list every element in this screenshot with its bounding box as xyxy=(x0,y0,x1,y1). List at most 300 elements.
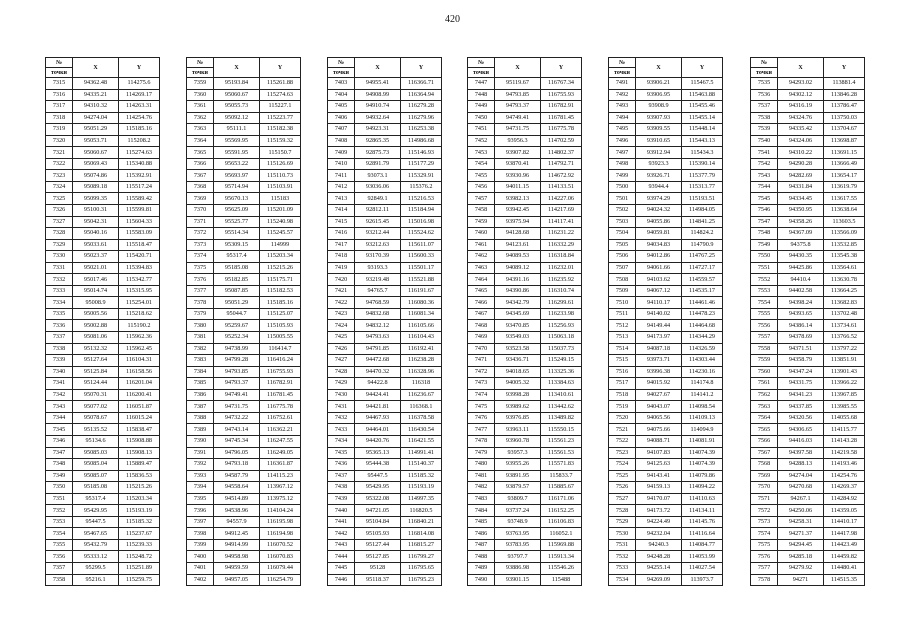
point-number-cell: 7485 xyxy=(468,516,495,528)
x-coordinate-cell: 94335.21 xyxy=(73,89,119,101)
y-coordinate-cell: 116430.54 xyxy=(401,424,442,436)
y-coordinate-cell: 115240.98 xyxy=(260,216,301,228)
table-row xyxy=(46,147,160,159)
point-number-cell: 7518 xyxy=(609,389,636,401)
x-coordinate-cell: 95053.71 xyxy=(73,135,119,147)
point-number-cell: 7369 xyxy=(187,193,214,205)
table-row xyxy=(328,124,442,136)
point-number-cell: 7393 xyxy=(187,470,214,482)
y-coordinate-cell: 116194.98 xyxy=(260,528,301,540)
y-coordinate-cell: 113682.83 xyxy=(824,297,865,309)
x-coordinate-cell: 95040.16 xyxy=(73,228,119,240)
table-row xyxy=(46,332,160,344)
table-row xyxy=(46,285,160,297)
table-row xyxy=(468,308,582,320)
table-row xyxy=(751,112,865,124)
point-number-cell: 7390 xyxy=(187,435,214,447)
x-coordinate-cell: 94743.14 xyxy=(214,424,260,436)
y-coordinate-cell: 115517.24 xyxy=(119,181,160,193)
table-row xyxy=(328,170,442,182)
point-number-cell: 7476 xyxy=(468,412,495,424)
table-row xyxy=(468,112,582,124)
x-coordinate-cell: 94248.28 xyxy=(636,551,682,563)
y-coordinate-cell: 115140.37 xyxy=(401,459,442,471)
x-coordinate-cell: 93906.21 xyxy=(636,78,682,90)
point-number-cell: 7342 xyxy=(46,389,73,401)
y-coordinate-cell: 114141.2 xyxy=(682,389,723,401)
point-number-cell: 7472 xyxy=(468,366,495,378)
table-row xyxy=(468,135,582,147)
y-coordinate-cell: 115259.75 xyxy=(119,574,160,586)
table-row xyxy=(609,355,723,367)
y-coordinate-cell: 116104.31 xyxy=(119,355,160,367)
table-row xyxy=(187,424,301,436)
point-number-cell: 7412 xyxy=(328,181,355,193)
table-row xyxy=(328,470,442,482)
y-coordinate-cell: 115146.93 xyxy=(401,147,442,159)
table-row xyxy=(187,216,301,228)
table-row xyxy=(468,562,582,574)
table-row xyxy=(468,505,582,517)
x-coordinate-cell: 95185.08 xyxy=(214,262,260,274)
table-row xyxy=(328,78,442,90)
x-coordinate-cell: 94293.02 xyxy=(778,78,824,90)
y-coordinate-cell: 115571.83 xyxy=(541,459,582,471)
y-coordinate-cell: 114109.13 xyxy=(682,412,723,424)
x-coordinate-cell: 95127.44 xyxy=(355,539,401,551)
point-number-cell: 7336 xyxy=(46,320,73,332)
x-coordinate-cell: 95252.34 xyxy=(214,332,260,344)
table-row xyxy=(187,332,301,344)
coordinate-table xyxy=(186,57,300,586)
table-row xyxy=(46,274,160,286)
table-row xyxy=(609,551,723,563)
y-coordinate-cell: 116191.67 xyxy=(401,285,442,297)
x-coordinate-cell: 94232.04 xyxy=(636,528,682,540)
table-row xyxy=(751,378,865,390)
table-row xyxy=(609,516,723,528)
x-coordinate-cell: 95111.1 xyxy=(214,124,260,136)
table-row xyxy=(751,389,865,401)
y-coordinate-cell: 113901.43 xyxy=(824,366,865,378)
x-coordinate-cell: 94065.56 xyxy=(636,412,682,424)
table-row xyxy=(46,297,160,309)
y-coordinate-cell: 115455.46 xyxy=(682,101,723,113)
point-number-cell: 7346 xyxy=(46,435,73,447)
y-coordinate-cell: 114145.76 xyxy=(682,516,723,528)
y-coordinate-cell: 113654.17 xyxy=(824,170,865,182)
x-coordinate-cell: 95216.1 xyxy=(73,574,119,586)
y-coordinate-cell: 114115.77 xyxy=(824,424,865,436)
point-number-cell: 7371 xyxy=(187,216,214,228)
y-coordinate-cell: 116249.05 xyxy=(260,447,301,459)
point-number-cell: 7321 xyxy=(46,147,73,159)
point-number-cell: 7399 xyxy=(187,539,214,551)
table-row xyxy=(609,274,723,286)
header-y: Y xyxy=(401,58,442,78)
table-row xyxy=(187,516,301,528)
x-coordinate-cell: 94140.02 xyxy=(636,308,682,320)
x-coordinate-cell: 95670.13 xyxy=(214,193,260,205)
x-coordinate-cell: 94255.14 xyxy=(636,562,682,574)
point-number-cell: 7575 xyxy=(751,539,778,551)
table-row xyxy=(609,78,723,90)
y-coordinate-cell: 114535.17 xyxy=(682,285,723,297)
point-number-cell: 7570 xyxy=(751,482,778,494)
y-coordinate-cell: 113410.61 xyxy=(541,389,582,401)
point-number-cell: 7457 xyxy=(468,193,495,205)
table-row xyxy=(468,158,582,170)
table-row xyxy=(751,447,865,459)
y-coordinate-cell: 116279.28 xyxy=(401,101,442,113)
y-coordinate-cell: 115177.29 xyxy=(401,158,442,170)
y-coordinate-cell: 115833.7 xyxy=(541,470,582,482)
y-coordinate-cell: 113638.64 xyxy=(824,205,865,217)
table-row xyxy=(751,124,865,136)
y-coordinate-cell: 114110.63 xyxy=(682,493,723,505)
y-coordinate-cell: 116781.45 xyxy=(260,389,301,401)
table-row xyxy=(187,435,301,447)
x-coordinate-cell: 94538.96 xyxy=(214,505,260,517)
x-coordinate-cell: 95042.31 xyxy=(73,216,119,228)
table-row xyxy=(609,147,723,159)
coordinate-table-grid xyxy=(750,57,865,586)
y-coordinate-cell: 115105.93 xyxy=(260,320,301,332)
table-row xyxy=(187,124,301,136)
y-coordinate-cell: 113797.22 xyxy=(824,343,865,355)
table-row xyxy=(328,574,442,586)
x-coordinate-cell: 94955.41 xyxy=(355,78,401,90)
x-coordinate-cell: 94914.99 xyxy=(214,539,260,551)
point-number-cell: 7395 xyxy=(187,493,214,505)
y-coordinate-cell: 116015.24 xyxy=(119,412,160,424)
x-coordinate-cell: 94958.98 xyxy=(214,551,260,563)
y-coordinate-cell: 114269.17 xyxy=(119,89,160,101)
point-number-cell: 7428 xyxy=(328,366,355,378)
table-row xyxy=(328,528,442,540)
y-coordinate-cell: 115193.51 xyxy=(682,193,723,205)
point-number-cell: 7352 xyxy=(46,505,73,517)
y-coordinate-cell: 114303.44 xyxy=(682,355,723,367)
point-number-cell: 7478 xyxy=(468,435,495,447)
point-number-cell: 7343 xyxy=(46,401,73,413)
y-coordinate-cell: 116195.98 xyxy=(260,516,301,528)
point-number-cell: 7533 xyxy=(609,562,636,574)
point-number-cell: 7376 xyxy=(187,274,214,286)
table-row xyxy=(751,343,865,355)
x-coordinate-cell: 93870.41 xyxy=(495,158,541,170)
y-coordinate-cell: 114423.49 xyxy=(824,539,865,551)
x-coordinate-cell: 94557.9 xyxy=(214,516,260,528)
point-number-cell: 7572 xyxy=(751,505,778,517)
point-number-cell: 7389 xyxy=(187,424,214,436)
point-number-cell: 7557 xyxy=(751,332,778,344)
table-row xyxy=(328,262,442,274)
y-coordinate-cell: 115216.53 xyxy=(401,193,442,205)
point-number-cell: 7484 xyxy=(468,505,495,517)
x-coordinate-cell: 94367.09 xyxy=(778,228,824,240)
point-number-cell: 7516 xyxy=(609,366,636,378)
x-coordinate-cell: 94765.7 xyxy=(355,285,401,297)
x-coordinate-cell: 94799.28 xyxy=(214,355,260,367)
y-coordinate-cell: 113973.7 xyxy=(682,574,723,586)
y-coordinate-cell: 116279.96 xyxy=(401,112,442,124)
point-number-cell: 7430 xyxy=(328,389,355,401)
point-number-cell: 7506 xyxy=(609,251,636,263)
table-row xyxy=(187,112,301,124)
y-coordinate-cell: 115249.15 xyxy=(541,355,582,367)
y-coordinate-cell: 115467.5 xyxy=(682,78,723,90)
x-coordinate-cell: 93942.45 xyxy=(495,205,541,217)
table-row xyxy=(609,470,723,482)
y-coordinate-cell: 115218.62 xyxy=(119,308,160,320)
table-row xyxy=(46,251,160,263)
header-y: Y xyxy=(119,58,160,78)
table-row xyxy=(328,181,442,193)
table-row xyxy=(187,89,301,101)
x-coordinate-cell: 94430.35 xyxy=(778,251,824,263)
table-row xyxy=(328,539,442,551)
table-row xyxy=(468,378,582,390)
y-coordinate-cell: 116247.55 xyxy=(260,435,301,447)
x-coordinate-cell: 93957.3 xyxy=(495,447,541,459)
point-number-cell: 7577 xyxy=(751,562,778,574)
y-coordinate-cell: 115103.91 xyxy=(260,181,301,193)
point-number-cell: 7324 xyxy=(46,181,73,193)
table-row xyxy=(468,343,582,355)
y-coordinate-cell: 116158.56 xyxy=(119,366,160,378)
point-number-cell: 7328 xyxy=(46,228,73,240)
point-number-cell: 7527 xyxy=(609,493,636,505)
y-coordinate-cell: 116820.5 xyxy=(401,505,442,517)
header-number-sign: № xyxy=(609,58,636,68)
x-coordinate-cell: 95569.95 xyxy=(214,135,260,147)
y-coordinate-cell: 116233.98 xyxy=(541,308,582,320)
table-row xyxy=(751,493,865,505)
point-number-cell: 7451 xyxy=(468,124,495,136)
x-coordinate-cell: 94271.37 xyxy=(778,528,824,540)
table-row xyxy=(187,470,301,482)
table-row xyxy=(328,239,442,251)
y-coordinate-cell: 115203.34 xyxy=(119,493,160,505)
x-coordinate-cell: 94055.86 xyxy=(636,216,682,228)
x-coordinate-cell: 95023.37 xyxy=(73,251,119,263)
table-row xyxy=(468,447,582,459)
y-coordinate-cell: 114991.41 xyxy=(401,447,442,459)
table-row xyxy=(609,528,723,540)
table-row xyxy=(187,135,301,147)
point-number-cell: 7373 xyxy=(187,239,214,251)
y-coordinate-cell: 116368.1 xyxy=(401,401,442,413)
x-coordinate-cell: 95118.37 xyxy=(355,574,401,586)
y-coordinate-cell: 115037.73 xyxy=(541,343,582,355)
y-coordinate-cell: 115208.2 xyxy=(119,135,160,147)
point-number-cell: 7544 xyxy=(751,181,778,193)
table-row xyxy=(751,158,865,170)
x-coordinate-cell: 94316.19 xyxy=(778,101,824,113)
table-row xyxy=(751,412,865,424)
table-row xyxy=(609,297,723,309)
y-coordinate-cell: 114702.59 xyxy=(541,135,582,147)
x-coordinate-cell: 95591.95 xyxy=(214,147,260,159)
point-number-cell: 7426 xyxy=(328,343,355,355)
x-coordinate-cell: 95077.02 xyxy=(73,401,119,413)
point-number-cell: 7358 xyxy=(46,574,73,586)
table-row xyxy=(187,493,301,505)
table-row xyxy=(751,424,865,436)
y-coordinate-cell: 113603.5 xyxy=(824,216,865,228)
table-row xyxy=(468,205,582,217)
x-coordinate-cell: 93910.65 xyxy=(636,135,682,147)
x-coordinate-cell: 94123.61 xyxy=(495,239,541,251)
header-x: X xyxy=(636,58,682,78)
y-coordinate-cell: 116081.34 xyxy=(401,308,442,320)
x-coordinate-cell: 92891.79 xyxy=(355,158,401,170)
point-number-cell: 7368 xyxy=(187,181,214,193)
x-coordinate-cell: 94067.12 xyxy=(636,285,682,297)
point-number-cell: 7317 xyxy=(46,101,73,113)
point-number-cell: 7372 xyxy=(187,228,214,240)
x-coordinate-cell: 94832.68 xyxy=(355,308,401,320)
table-row xyxy=(328,424,442,436)
y-coordinate-cell: 115434.3 xyxy=(682,147,723,159)
table-row xyxy=(46,574,160,586)
x-coordinate-cell: 94310.32 xyxy=(73,101,119,113)
table-row xyxy=(46,401,160,413)
x-coordinate-cell: 95051.29 xyxy=(214,297,260,309)
point-number-cell: 7458 xyxy=(468,205,495,217)
y-coordinate-cell: 115245.57 xyxy=(260,228,301,240)
point-number-cell: 7487 xyxy=(468,539,495,551)
x-coordinate-cell: 93976.85 xyxy=(495,412,541,424)
y-coordinate-cell: 116840.21 xyxy=(401,516,442,528)
x-coordinate-cell: 95060.67 xyxy=(214,89,260,101)
x-coordinate-cell: 93956.3 xyxy=(495,135,541,147)
point-number-cell: 7471 xyxy=(468,355,495,367)
y-coordinate-cell: 113985.55 xyxy=(824,401,865,413)
point-number-cell: 7379 xyxy=(187,308,214,320)
table-row xyxy=(468,435,582,447)
y-coordinate-cell: 115193.19 xyxy=(119,505,160,517)
point-number-cell: 7463 xyxy=(468,262,495,274)
header-points: точки xyxy=(751,68,778,78)
y-coordinate-cell: 116299.61 xyxy=(541,297,582,309)
x-coordinate-cell: 95089.18 xyxy=(73,181,119,193)
x-coordinate-cell: 93523.58 xyxy=(495,343,541,355)
x-coordinate-cell: 94793.37 xyxy=(495,101,541,113)
point-number-cell: 7320 xyxy=(46,135,73,147)
x-coordinate-cell: 94731.75 xyxy=(495,124,541,136)
table-row xyxy=(46,193,160,205)
x-coordinate-cell: 94294.45 xyxy=(778,539,824,551)
y-coordinate-cell: 114081.91 xyxy=(682,435,723,447)
point-number-cell: 7434 xyxy=(328,435,355,447)
point-number-cell: 7454 xyxy=(468,158,495,170)
point-number-cell: 7499 xyxy=(609,170,636,182)
table-row xyxy=(187,539,301,551)
point-number-cell: 7422 xyxy=(328,297,355,309)
point-number-cell: 7498 xyxy=(609,158,636,170)
x-coordinate-cell: 94390.86 xyxy=(495,285,541,297)
point-number-cell: 7509 xyxy=(609,285,636,297)
table-row xyxy=(468,539,582,551)
y-coordinate-cell: 114824.2 xyxy=(682,228,723,240)
point-number-cell: 7322 xyxy=(46,158,73,170)
x-coordinate-cell: 94335.42 xyxy=(778,124,824,136)
y-coordinate-cell: 115183 xyxy=(260,193,301,205)
point-number-cell: 7515 xyxy=(609,355,636,367)
table-row xyxy=(609,378,723,390)
y-coordinate-cell: 116755.93 xyxy=(260,366,301,378)
table-row xyxy=(751,216,865,228)
x-coordinate-cell: 94721.05 xyxy=(355,505,401,517)
x-coordinate-cell: 95127.64 xyxy=(73,355,119,367)
header-points: точки xyxy=(468,68,495,78)
x-coordinate-cell: 93909.55 xyxy=(636,124,682,136)
point-number-cell: 7524 xyxy=(609,459,636,471)
y-coordinate-cell: 114461.46 xyxy=(682,297,723,309)
x-coordinate-cell: 94793.37 xyxy=(214,378,260,390)
table-row xyxy=(187,343,301,355)
point-number-cell: 7559 xyxy=(751,355,778,367)
y-coordinate-cell: 115908.88 xyxy=(119,435,160,447)
x-coordinate-cell: 95070.31 xyxy=(73,389,119,401)
x-coordinate-cell: 94334.45 xyxy=(778,193,824,205)
table-row xyxy=(609,459,723,471)
y-coordinate-cell: 115315.95 xyxy=(119,285,160,297)
x-coordinate-cell: 94288.13 xyxy=(778,459,824,471)
coordinate-table-grid xyxy=(608,57,723,586)
y-coordinate-cell: 115175.71 xyxy=(260,274,301,286)
point-number-cell: 7351 xyxy=(46,493,73,505)
y-coordinate-cell: 116236.67 xyxy=(401,389,442,401)
x-coordinate-cell: 95444.38 xyxy=(355,459,401,471)
header-number-sign: № xyxy=(46,58,73,68)
table-row xyxy=(46,78,160,90)
point-number-cell: 7432 xyxy=(328,412,355,424)
y-coordinate-cell: 115908.13 xyxy=(119,447,160,459)
table-row xyxy=(609,216,723,228)
y-coordinate-cell: 113851.91 xyxy=(824,355,865,367)
table-row xyxy=(609,435,723,447)
y-coordinate-cell: 113967.85 xyxy=(824,389,865,401)
point-number-cell: 7531 xyxy=(609,539,636,551)
y-coordinate-cell: 115203.34 xyxy=(260,251,301,263)
y-coordinate-cell: 113967.12 xyxy=(260,482,301,494)
point-number-cell: 7391 xyxy=(187,447,214,459)
y-coordinate-cell: 116795.23 xyxy=(401,574,442,586)
x-coordinate-cell: 93783.95 xyxy=(495,539,541,551)
x-coordinate-cell: 93963.11 xyxy=(495,424,541,436)
point-number-cell: 7406 xyxy=(328,112,355,124)
y-coordinate-cell: 114055.68 xyxy=(824,412,865,424)
header-points: точки xyxy=(328,68,355,78)
y-coordinate-cell: 116328.96 xyxy=(401,366,442,378)
y-coordinate-cell: 115185.16 xyxy=(119,124,160,136)
table-row xyxy=(328,274,442,286)
y-coordinate-cell: 115274.63 xyxy=(260,89,301,101)
table-row xyxy=(751,135,865,147)
point-number-cell: 7512 xyxy=(609,320,636,332)
table-row xyxy=(468,459,582,471)
table-row xyxy=(328,343,442,355)
table-row xyxy=(751,332,865,344)
y-coordinate-cell: 115005.55 xyxy=(260,332,301,344)
y-coordinate-cell: 116414.7 xyxy=(260,343,301,355)
y-coordinate-cell: 116782.91 xyxy=(541,101,582,113)
table-row xyxy=(328,158,442,170)
point-number-cell: 7538 xyxy=(751,112,778,124)
